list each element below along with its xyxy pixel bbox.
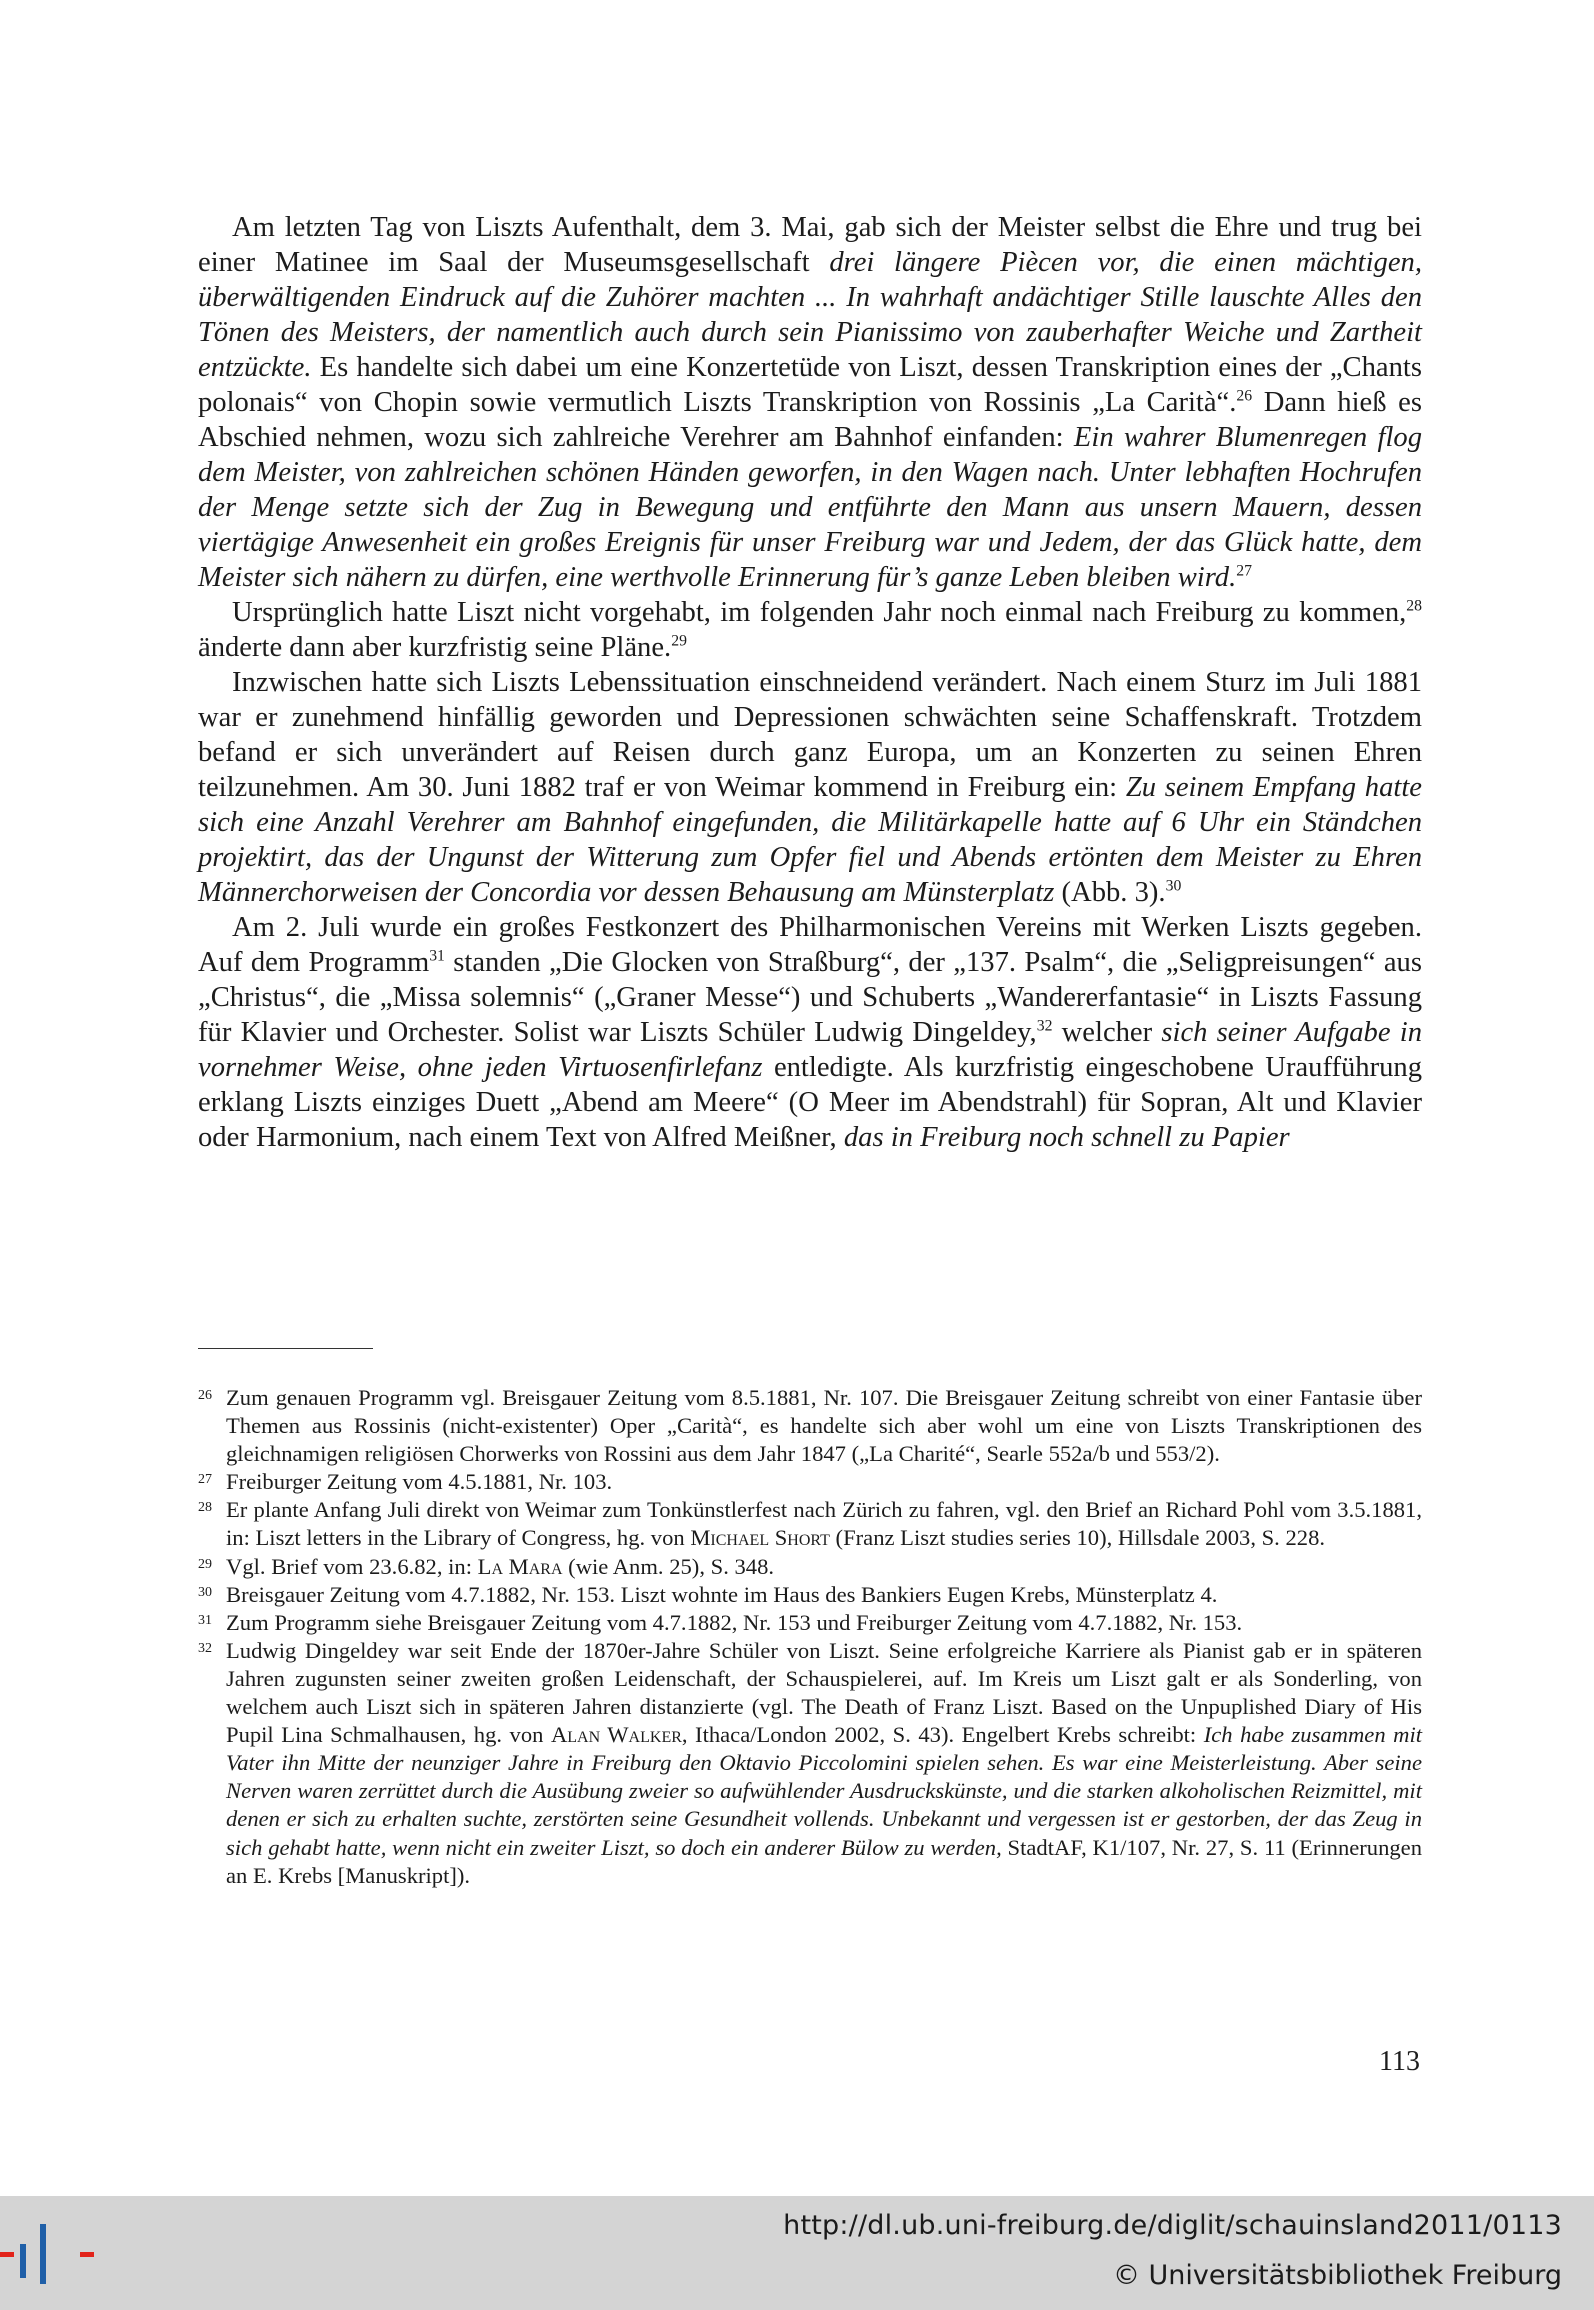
text-run: Ursprünglich hatte Liszt nicht vorgehabt, im folgenden Jahr noch einmal nach Freiburg zu kommen, xyxy=(232,597,1407,628)
footnote xyxy=(198,1384,1422,1468)
italic-quote: das in Freiburg noch schnell zu Papier xyxy=(843,1122,1290,1153)
body-text xyxy=(198,210,1422,1155)
footnote-separator xyxy=(198,1348,373,1349)
footnote xyxy=(198,1637,1422,1890)
footnote xyxy=(198,1468,1422,1496)
text-run: Am letzten Tag von Liszts Aufenthalt, dem 3. Mai, gab sich der Meister selbst die Ehre und trug bei einer Matinee im Saal der Museumsgesellschaft xyxy=(198,212,1422,278)
footnote-number: 31 xyxy=(198,1612,212,1628)
footnote xyxy=(198,1496,1422,1552)
footnote-number: 28 xyxy=(198,1500,212,1516)
footnote-ref: 28 xyxy=(1406,597,1422,615)
text-run: Inzwischen hatte sich Liszts Lebenssituation einschneidend verändert. Nach einem Sturz im Juli 1881 war er zunehmend hinfällig geworden und Depressionen schwächten seine Schaffenskraft. Trotzdem befand er sich unverändert auf Reisen durch ganz Europa, um an Konzerten zu seinen Ehren teilzunehmen. Am 30. Juni 1882 traf er von Weimar kommend in Freiburg ein: xyxy=(198,667,1422,803)
ub-freiburg-logo-icon xyxy=(0,2224,100,2284)
text-run: (Abb. 3). xyxy=(1054,877,1166,908)
footnote xyxy=(198,1609,1422,1637)
footnote-ref: 26 xyxy=(1236,387,1253,405)
text-run: Er plante Anfang Juli direkt von Weimar zum Tonkünstlerfest nach Zürich zu fahren, vgl. den Brief an Richard Pohl vom 3.5.1881, in: Liszt letters in the Library of Congress, hg. von xyxy=(226,1497,1422,1551)
footnote-ref: 31 xyxy=(429,947,445,965)
footer-url-link[interactable]: http://dl.ub.uni-freiburg.de/diglit/schauinsland2011/0113 xyxy=(783,2210,1562,2241)
text-run: Zum genauen Programm vgl. Breisgauer Zeitung vom 8.5.1881, Nr. 107. Die Breisgauer Zeitung schreibt von einer Fantasie über Themen aus Rossinis (nicht-existenter) Oper „Carità“, es handelte sich aber wohl um eine von Liszts Transkriptionen des gleichnamigen religiösen Chorwerks von Rossini aus dem Jahr 1847 („La Charité“, Searle 552a/b und 553/2). xyxy=(226,1385,1422,1467)
footer-bar xyxy=(0,2196,1594,2310)
paragraph xyxy=(198,665,1422,910)
italic-quote: sich seiner Aufgabe in vornehmer Weise, ohne jeden Virtuosenfirlefanz xyxy=(198,1017,1422,1083)
text-run: standen „Die Glocken von Straßburg“, der „137. Psalm“, die „Seligpreisungen“ aus „Christus“, die „Missa solemnis“ („Graner Messe“) und Schuberts „Wandererfantasie“ in Liszts Fassung für Klavier und Orchester. Solist war Liszts Schüler Ludwig Dingeldey, xyxy=(198,947,1422,1048)
footer-copyright: © Universitätsbibliothek Freiburg xyxy=(1112,2260,1562,2291)
footnote-number: 32 xyxy=(198,1640,212,1656)
footnote-number: 29 xyxy=(198,1556,212,1572)
text-run: Vgl. Brief vom 23.6.82, in: xyxy=(226,1553,478,1579)
text-run: Es handelte sich dabei um eine Konzertetüde von Liszt, dessen Transkription eines der „Chants polonais“ von Chopin sowie vermutlich Liszts Transkription von Rossinis „La Carità“. xyxy=(198,352,1422,418)
text-run: Ludwig Dingeldey war seit Ende der 1870er-Jahre Schüler von Liszt. Seine erfolgreiche Karriere als Pianist gab er in späteren Jahren zugunsten seiner zweiten großen Leidenschaft, der Schauspielerei, auf. Im Kreis um Liszt galt er als Sonderling, von welchem auch Liszt sich in späteren Jahren distanzierte (vgl. The Death of Franz Liszt. Based on the Unpuplished Diary of His Pupil Lina Schmalhausen, hg. von xyxy=(226,1637,1422,1748)
text-run: (Franz Liszt studies series 10), Hillsdale 2003, S. 228. xyxy=(829,1525,1326,1551)
text-run: Breisgauer Zeitung vom 4.7.1882, Nr. 153. Liszt wohnte im Haus des Bankiers Eugen Krebs, Münsterplatz 4. xyxy=(226,1581,1218,1607)
text-run: welcher xyxy=(1052,1017,1162,1048)
author-name: Michael Short xyxy=(690,1525,830,1551)
text-run: (wie Anm. 25), S. 348. xyxy=(562,1553,775,1579)
footnote-ref: 30 xyxy=(1165,877,1182,895)
italic-quote: Ein wahrer Blumenregen flog dem Meister, von zahlreichen schönen Händen geworfen, in den Wagen nach. Unter lebhaften Hochrufen der Menge setzte sich der Zug in Bewegung und entführte den Mann aus unsern Mauern, dessen viertägige Anwesenheit ein großes Ereignis für unser Freiburg war und Jedem, der das Glück hatte, dem Meister sich nähern zu dürfen, eine werthvolle Erinnerung für’s ganze Leben bleiben wird. xyxy=(198,422,1422,593)
text-run: StadtAF, K1/107, Nr. 27, S. 11 (Erinnerungen an E. Krebs [Manuskript]). xyxy=(226,1834,1423,1888)
paragraph xyxy=(198,210,1422,595)
author-name: La Mara xyxy=(477,1553,563,1579)
text-run: änderte dann aber kurzfristig seine Pläne. xyxy=(198,632,672,663)
text-run: Dann hieß es Abschied nehmen, wozu sich zahlreiche Verehrer am Bahnhof einfanden: xyxy=(198,387,1422,453)
text-run: Am 2. Juli wurde ein großes Festkonzert des Philharmonischen Vereins mit Werken Liszts gegeben. Auf dem Programm xyxy=(198,912,1422,978)
text-run: entledigte. Als kurzfristig eingeschobene Uraufführung erklang Liszts einziges Duett „Abend am Meere“ (O Meer im Abendstrahl) für Sopran, Alt und Klavier oder Harmonium, nach einem Text von Alfred Meißner, xyxy=(198,1052,1422,1153)
italic-quote: Zu seinem Empfang hatte sich eine Anzahl Verehrer am Bahnhof eingefunden, die Militärkapelle hatte auf 6 Uhr ein Ständchen projektirt, das der Ungunst der Witterung zum Opfer fiel und Abends ertönten dem Meister zu Ehren Männerchorweisen der Concordia vor dessen Behausung am Münsterplatz xyxy=(198,772,1422,908)
page-number: 113 xyxy=(1379,2046,1420,2077)
text-run: Zum Programm siehe Breisgauer Zeitung vom 4.7.1882, Nr. 153 und Freiburger Zeitung vom 4.7.1882, Nr. 153. xyxy=(226,1609,1243,1635)
text-run: , Ithaca/London 2002, S. 43). Engelbert Krebs schreibt: xyxy=(681,1722,1204,1748)
paragraph xyxy=(198,910,1422,1155)
footnote xyxy=(198,1581,1422,1609)
author-name: Alan Walker xyxy=(550,1722,682,1748)
footnote-number: 26 xyxy=(198,1388,212,1403)
footnote-number: 30 xyxy=(198,1584,212,1600)
italic-quote: Ich habe zusammen mit Vater ihn Mitte der neunziger Jahre in Freiburg den Oktavio Piccolomini spielen sehen. Es war eine Meisterleistung. Aber seine Nerven waren zerrüttet durch die Ausübung zweier so aufwühlender Ausdruckskünste, und die starken alkoholischen Reizmittel, mit denen er sich zu erhalten suchte, zerstörten seine Gesundheit vollends. Unbekannt und vergessen ist er gestorben, der das Zeug in sich gehabt hatte, wenn nicht ein zweiter Liszt, so doch ein anderer Bülow zu werden, xyxy=(226,1722,1423,1860)
footnote xyxy=(198,1553,1422,1581)
footnote-ref: 29 xyxy=(671,632,687,650)
footnote-ref: 27 xyxy=(1236,562,1252,580)
footnote-number: 27 xyxy=(198,1472,212,1488)
paragraph xyxy=(198,595,1422,665)
text-run: Freiburger Zeitung vom 4.5.1881, Nr. 103. xyxy=(226,1469,613,1495)
footnote-ref: 32 xyxy=(1036,1017,1053,1035)
italic-quote: drei längere Piècen vor, die einen mächtigen, überwältigenden Eindruck auf die Zuhörer machten ... In wahrhaft andächtiger Stille lauschte Alles den Tönen des Meisters, der namentlich auch durch sein Pianissimo von zauberhafter Weiche und Zartheit entzückte. xyxy=(198,247,1422,383)
footnotes xyxy=(198,1384,1422,1890)
